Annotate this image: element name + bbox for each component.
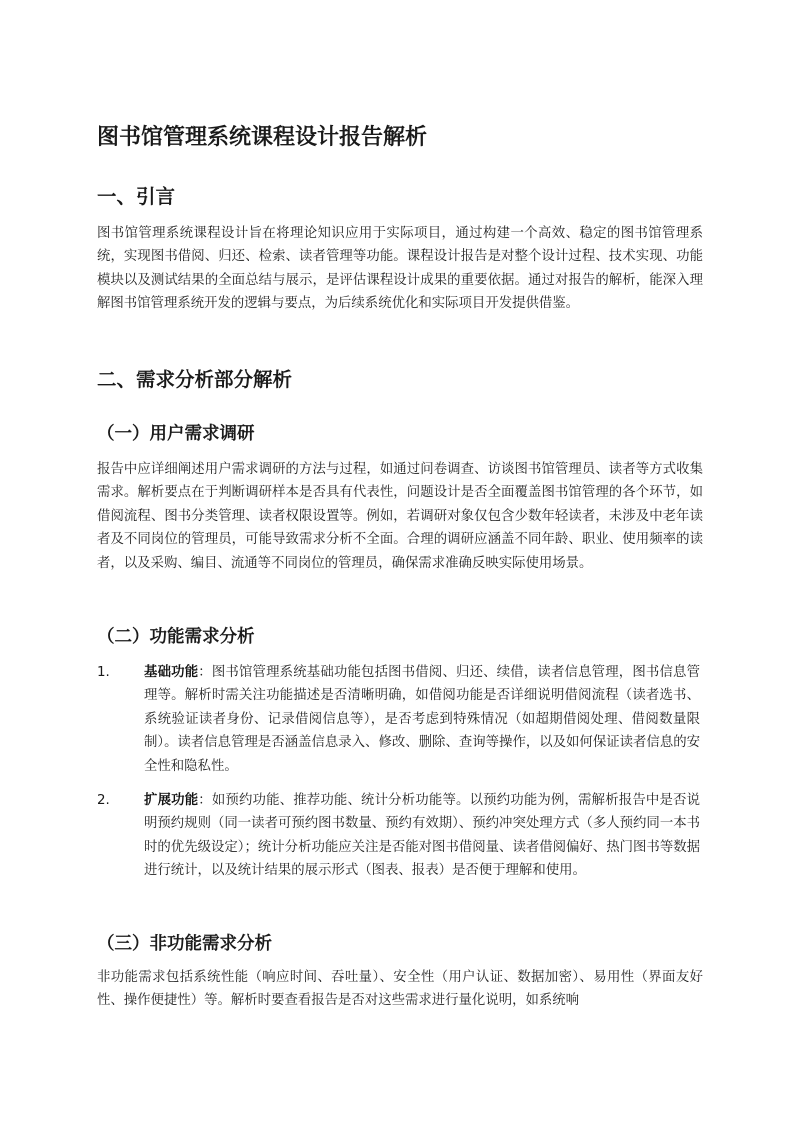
subsection-heading-functional-requirements: （二）功能需求分析: [97, 627, 255, 647]
section-heading-requirements: 二、需求分析部分解析: [97, 368, 293, 391]
list-item-label: 基础功能: [144, 665, 199, 680]
section-heading-introduction: 一、引言: [97, 185, 176, 208]
list-item-text: ：图书馆管理系统基础功能包括图书借阅、归还、续借，读者信息管理，图书信息管理等。解析时需关注功能描述是否清晰明确，如借阅功能是否详细说明借阅流程（读者选书、系统验证读者身份、记录借阅信息等），是否考虑到特殊情况（如超期借阅处理、借阅数量限制）。读者信息管理是否涵盖信息录入、修改、删除、查询等操作，以及如何保证读者信息的安全性和隐私性。: [144, 665, 701, 774]
introduction-paragraph: 图书馆管理系统课程设计旨在将理论知识应用于实际项目，通过构建一个高效、稳定的图书馆管理系统，实现图书借阅、归还、检索、读者管理等功能。课程设计报告是对整个设计过程、技术实现、功能模块以及测试结果的全面总结与展示，是评估课程设计成果的重要依据。通过对报告的解析，能深入理解图书馆管理系统开发的逻辑与要点，为后续系统优化和实际项目开发提供借鉴。: [97, 226, 703, 312]
nonfunctional-requirements-paragraph: 非功能需求包括系统性能（响应时间、吞吐量）、安全性（用户认证、数据加密）、易用性（界面友好性、操作便捷性）等。解析时要查看报告是否对这些需求进行量化说明，如系统响: [97, 970, 703, 1009]
list-item-number: 2.: [97, 793, 110, 808]
subsection-heading-user-research: （一）用户需求调研: [97, 424, 255, 444]
subsection-heading-nonfunctional-requirements: （三）非功能需求分析: [97, 934, 272, 954]
list-item-number: 1.: [97, 665, 110, 680]
document-title: 图书馆管理系统课程设计报告解析: [97, 125, 428, 150]
user-research-paragraph: 报告中应详细阐述用户需求调研的方法与过程，如通过问卷调查、访谈图书馆管理员、读者等方式收集需求。解析要点在于判断调研样本是否具有代表性，问题设计是否全面覆盖图书馆管理的各个环节，如借阅流程、图书分类管理、读者权限设置等。例如，若调研对象仅包含少数年轻读者，未涉及中老年读者及不同岗位的管理员，可能导致需求分析不全面。合理的调研应涵盖不同年龄、职业、使用频率的读者，以及采购、编目、流通等不同岗位的管理员，确保需求准确反映实际使用场景。: [97, 462, 703, 571]
list-item-text: ：如预约功能、推荐功能、统计分析功能等。以预约功能为例，需解析报告中是否说明预约规则（同一读者可预约图书数量、预约有效期）、预约冲突处理方式（多人预约同一本书时的优先级设定）；统计分析功能应关注是否能对图书借阅量、读者借阅偏好、热门图书等数据进行统计，以及统计结果的展示形式（图表、报表）是否便于理解和使用。: [144, 793, 701, 879]
list-item-body: [144, 789, 700, 883]
list-item-body: [144, 661, 700, 778]
list-item-label: 扩展功能: [144, 793, 199, 808]
